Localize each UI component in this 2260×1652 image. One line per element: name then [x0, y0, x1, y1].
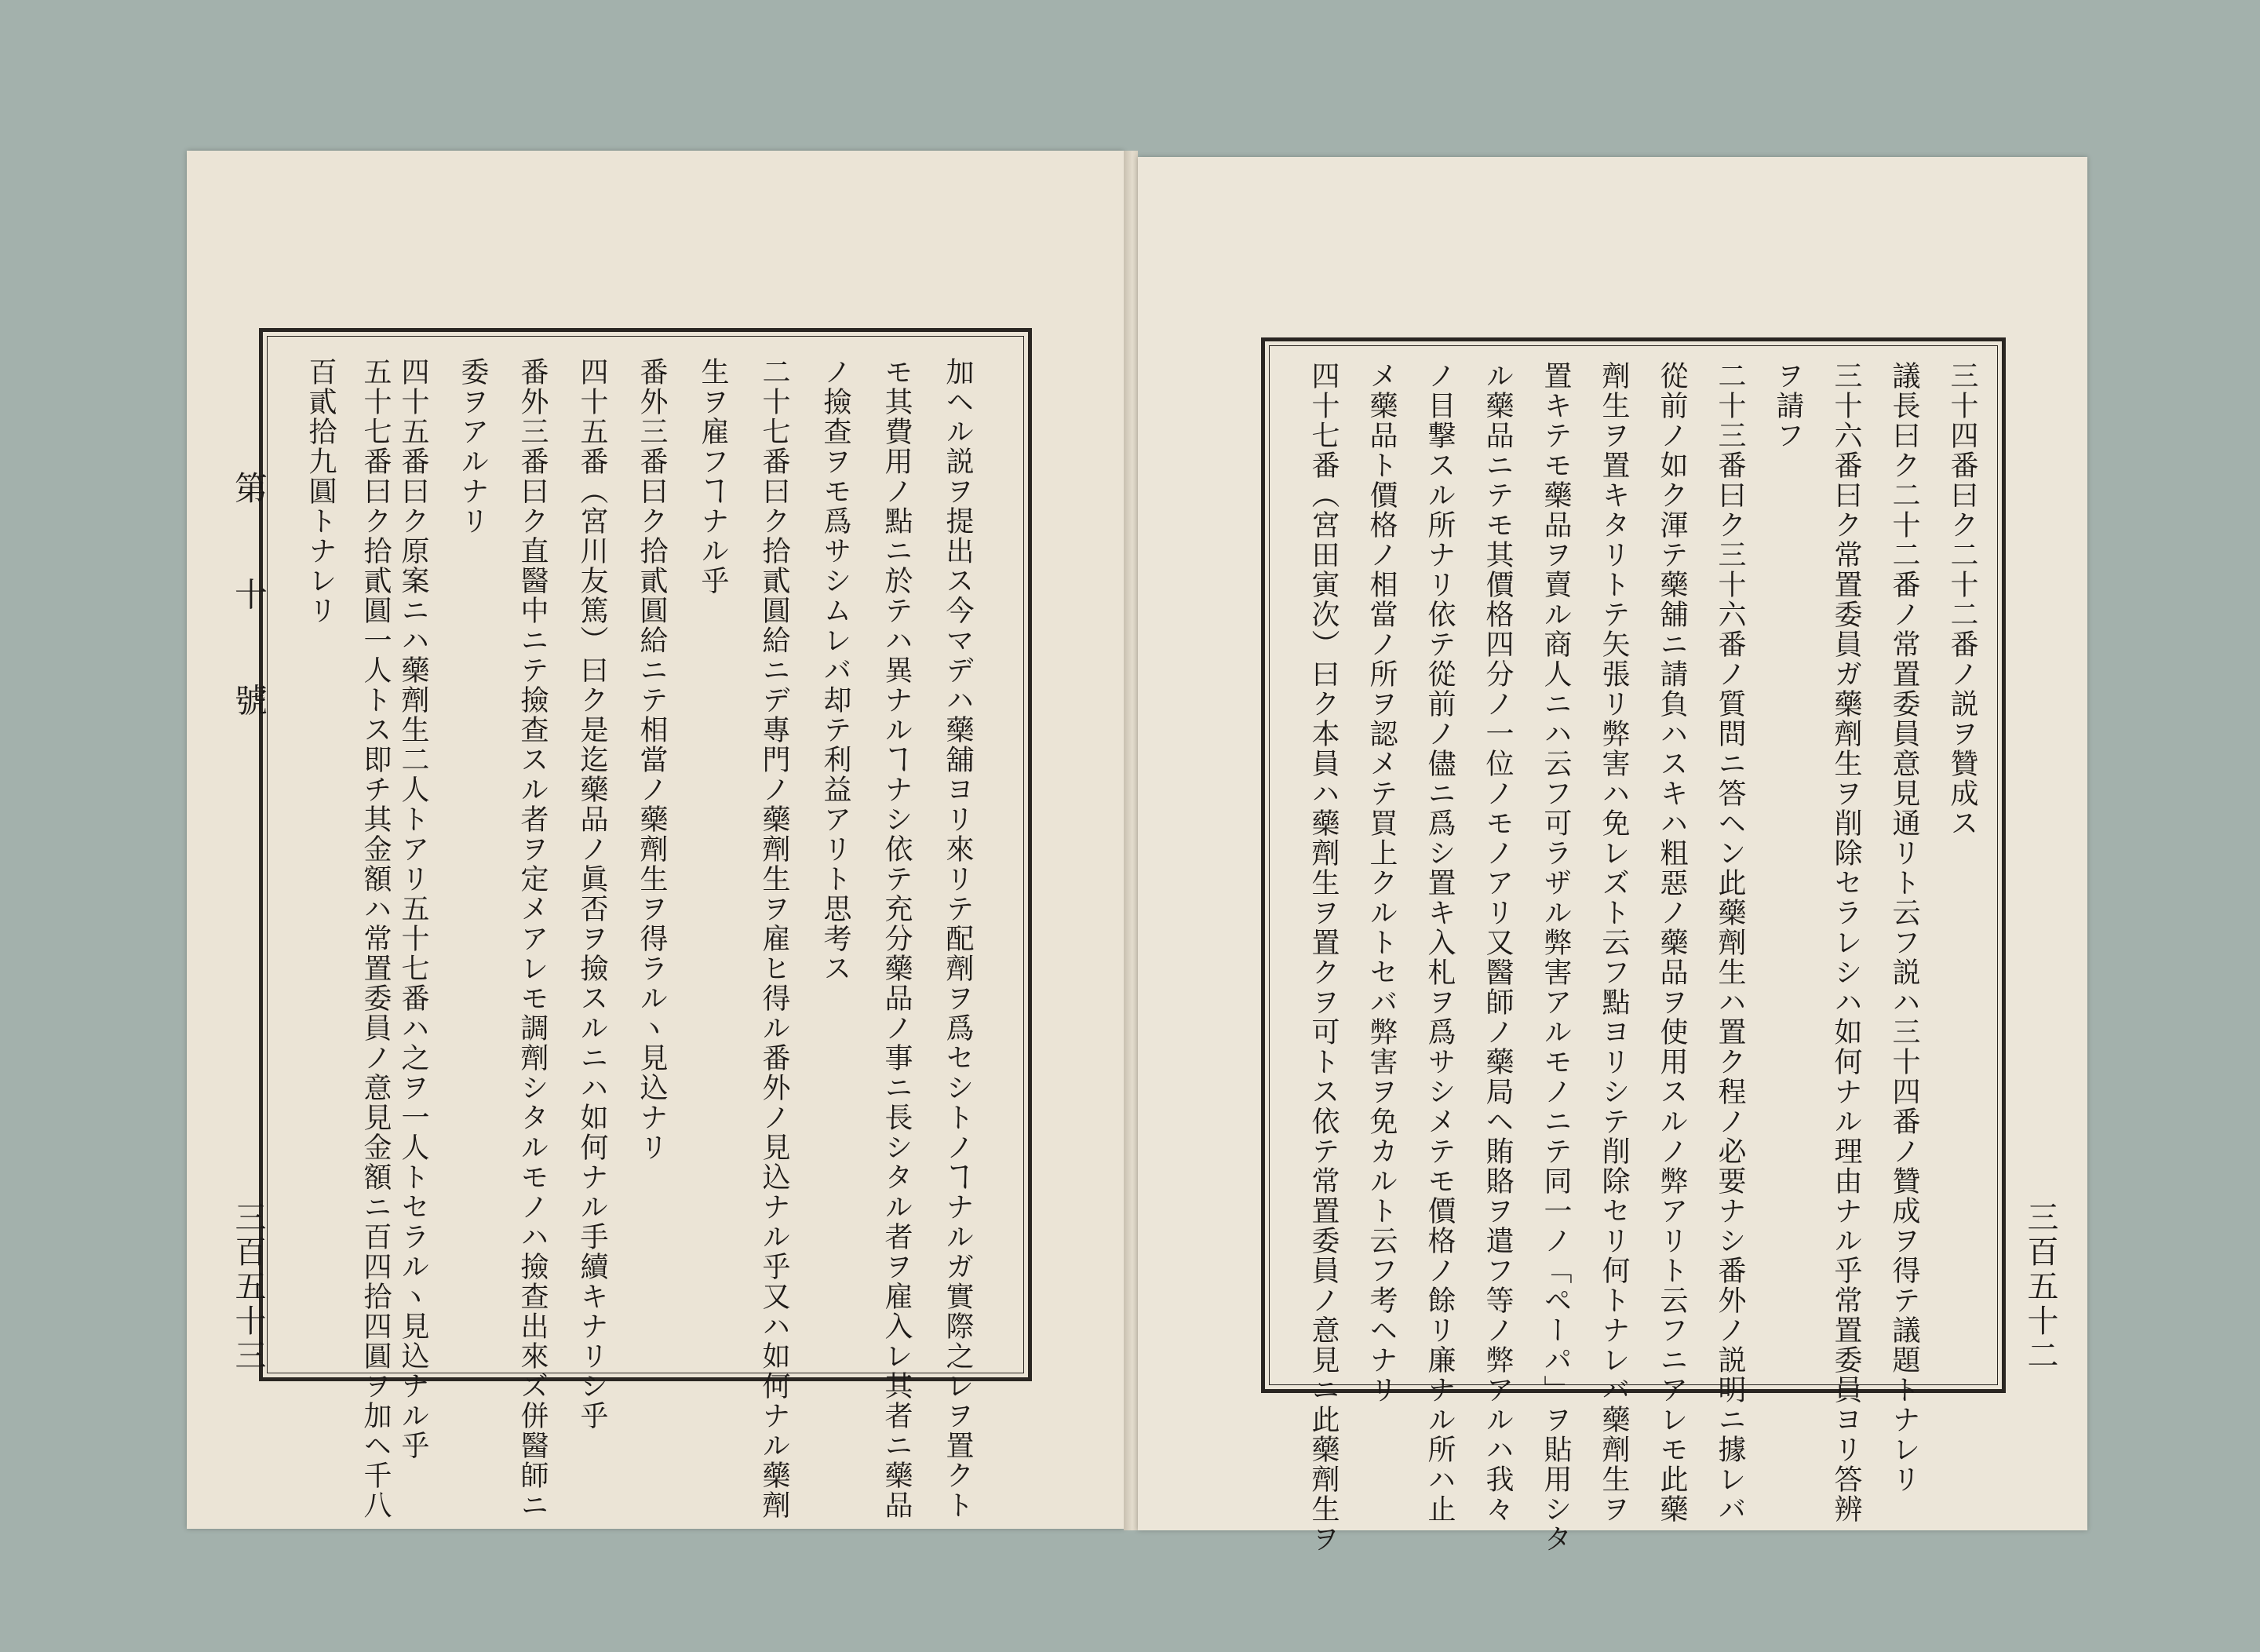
page-number-left: 三百五十三	[230, 1201, 266, 1373]
text-line: モ其費用ノ點ニ於テハ異ナルヿナシ依テ充分藥品ノ事ニ長シタル者ヲ雇入レ其者ニ藥品	[880, 357, 913, 1520]
text-line: ヲ請フ	[1772, 361, 1804, 450]
text-line: 五十七番曰ク拾貳圓一人トス即チ其金額ハ常置委員ノ意見金額ニ百四拾四圓ヲ加ヘ千八	[359, 357, 392, 1520]
text-line: 議長曰ク二十二番ノ常置委員意見通リト云フ説ハ三十四番ノ贊成ヲ得テ議題トナレリ	[1888, 361, 1920, 1494]
text-line: 委ヲアルナリ	[457, 357, 489, 536]
text-line: 從前ノ如ク渾テ藥舖ニ請負ハスキハ粗惡ノ藥品ヲ使用スルノ弊アリト云フニアレモ此藥	[1656, 361, 1688, 1524]
text-line: 二十三番曰ク三十六番ノ質問ニ答ヘン此藥劑生ハ置ク程ノ必要ナシ番外ノ説明ニ據レバ	[1714, 361, 1746, 1524]
text-line: 置キテモ藥品ヲ賣ル商人ニハ云フ可ラザル弊害アルモノニテ同一ノ「ペーパ」ヲ貼用シタ	[1540, 361, 1572, 1554]
issue-label: 第 十 號	[230, 471, 268, 748]
text-line: 生ヲ雇フヿナル乎	[697, 357, 729, 596]
text-line: ノ撿查ヲモ爲サシムレバ却テ利益アリト思考ス	[819, 357, 851, 983]
text-line: 番外三番曰ク拾貳圓給ニテ相當ノ藥劑生ヲ得ラルヽ見込ナリ	[636, 357, 668, 1162]
text-line: 百貳拾九圓トナレリ	[304, 357, 337, 625]
text-line: 四十五番曰ク原案ニハ藥劑生二人トアリ五十七番ハ之ヲ一人トセラルヽ見込ナル乎	[397, 357, 429, 1461]
text-line: ノ目撃スル所ナリ依テ從前ノ儘ニ爲シ置キ入札ヲ爲サシメテモ價格ノ餘リ廉ナル所ハ止	[1423, 361, 1456, 1524]
book-fold	[1124, 151, 1138, 1530]
text-line: 劑生ヲ置キタリトテ矢張リ弊害ハ免レズト云フ點ヨリシテ削除セリ何トナレバ藥劑生ヲ	[1598, 361, 1630, 1524]
text-line: ル藥品ニテモ其價格四分ノ一位ノモノアリ又醫師ノ藥局ヘ賄賂ヲ遣フ等ノ弊アルハ我々	[1482, 361, 1514, 1524]
text-line: 四十七番（宮田寅次）曰ク本員ハ藥劑生ヲ置クヲ可トス依テ常置委員ノ意見ニ此藥劑生ヲ	[1307, 361, 1340, 1554]
text-line: 二十七番曰ク拾貳圓給ニデ專門ノ藥劑生ヲ雇ヒ得ル番外ノ見込ナル乎又ハ如何ナル藥劑	[758, 357, 790, 1520]
text-line: メ藥品ト價格ノ相當ノ所ヲ認メテ買上クルトセバ弊害ヲ免カルト云フ考ヘナリ	[1365, 361, 1398, 1405]
text-line: 三十四番曰ク二十二番ノ説ヲ贊成ス	[1946, 361, 1978, 838]
page-number-right: 三百五十二	[2022, 1201, 2058, 1373]
text-line: 加ヘル説ヲ提出ス今マデハ藥舖ヨリ來リテ配劑ヲ爲セシトノヿナルガ實際之レヲ置クト	[942, 357, 974, 1520]
text-line: 四十五番（宮川友篤）曰ク是迄藥品ノ眞否ヲ撿スルニハ如何ナル手續キナリシ乎	[576, 357, 608, 1431]
text-line: 三十六番曰ク常置委員ガ藥劑生ヲ削除セラレシハ如何ナル理由ナル乎常置委員ヨリ答辨	[1830, 361, 1862, 1524]
text-line: 番外三番曰ク直醫中ニテ撿查スル者ヲ定メアレモ調劑シタルモノハ撿查出來ズ併醫師ニ	[516, 357, 549, 1520]
